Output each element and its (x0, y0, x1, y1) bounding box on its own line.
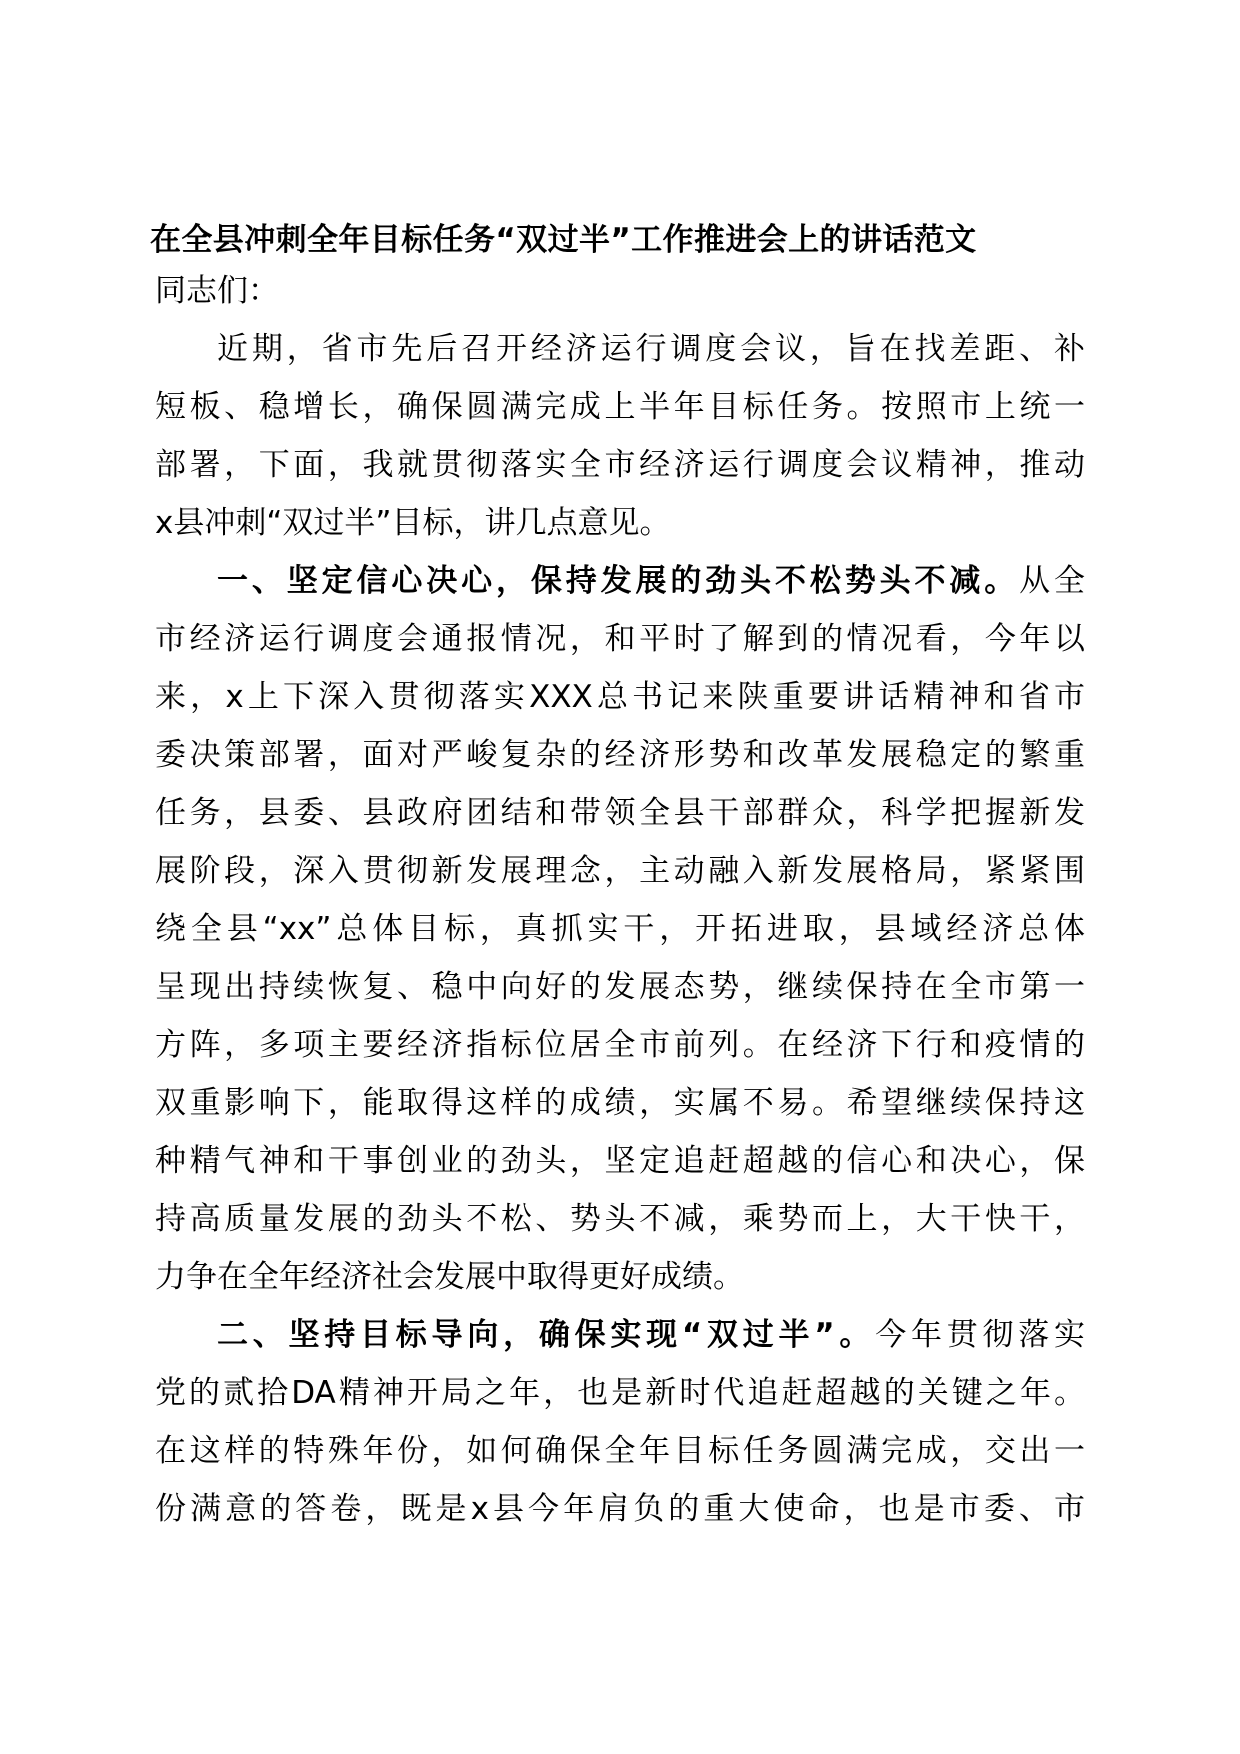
salutation: 同志们： (155, 273, 279, 309)
paragraph-line: 任务，县委、县政府团结和带领全县干部群众，科学把握新发 (155, 795, 1085, 831)
paragraph-line: 种精气神和干事创业的劲头，坚定追赶超越的信心和决心，保 (155, 1143, 1085, 1179)
paragraph-line: 绕全县“xx”总体目标，真抓实干，开拓进取，县域经济总体 (155, 911, 1085, 947)
section-heading: 二、坚持目标导向，确保实现“双过半”。 (217, 1317, 876, 1353)
paragraph-intro (155, 320, 1085, 552)
document-title: 在全县冲刺全年目标任务“双过半”工作推进会上的讲话范文 (150, 222, 977, 258)
paragraph-line: 持高质量发展的劲头不松、势头不减，乘势而上，大干快干， (155, 1201, 1085, 1237)
paragraph-line: 呈现出持续恢复、稳中向好的发展态势，继续保持在全市第一 (155, 969, 1085, 1005)
paragraph-line: 力争在全年经济社会发展中取得更好成绩。 (155, 1259, 744, 1295)
paragraph-line: 近期，省市先后召开经济运行调度会议，旨在找差距、补 (217, 331, 1085, 367)
paragraph-section-one (155, 552, 1085, 1306)
paragraph-line: 部署，下面，我就贯彻落实全市经济运行调度会议精神，推动 (155, 447, 1085, 483)
paragraph-line: x县冲刺“双过半”目标，讲几点意见。 (155, 505, 671, 541)
paragraph-line: 在这样的特殊年份，如何确保全年目标任务圆满完成，交出一 (155, 1433, 1085, 1469)
heading-line-rest: 从全 (1019, 563, 1085, 599)
paragraph-line: 份满意的答卷，既是x县今年肩负的重大使命，也是市委、市 (155, 1491, 1085, 1527)
paragraph-line: 方阵，多项主要经济指标位居全市前列。在经济下行和疫情的 (155, 1027, 1085, 1063)
paragraph-line: 党的贰拾DA精神开局之年，也是新时代追赶超越的关键之年。 (155, 1375, 1085, 1411)
paragraph-first-line (155, 552, 1085, 610)
paragraph-line: 展阶段，深入贯彻新发展理念，主动融入新发展格局，紧紧围 (155, 853, 1085, 889)
paragraph-line: 市经济运行调度会通报情况，和平时了解到的情况看，今年以 (155, 621, 1085, 657)
paragraph-line: 来，x上下深入贯彻落实XXX总书记来陕重要讲话精神和省市 (155, 679, 1085, 715)
paragraph-line: 委决策部署，面对严峻复杂的经济形势和改革发展稳定的繁重 (155, 737, 1085, 773)
paragraph-section-two (155, 1306, 1085, 1538)
paragraph-first-line (155, 1306, 1085, 1364)
section-heading: 一、坚定信心决心，保持发展的劲头不松势头不减。 (217, 563, 1020, 599)
paragraph-line: 双重影响下，能取得这样的成绩，实属不易。希望继续保持这 (155, 1085, 1085, 1121)
heading-line-rest: 今年贯彻落实 (875, 1317, 1086, 1353)
document-body (155, 262, 1085, 1538)
paragraph-line: 短板、稳增长，确保圆满完成上半年目标任务。按照市上统一 (155, 389, 1085, 425)
